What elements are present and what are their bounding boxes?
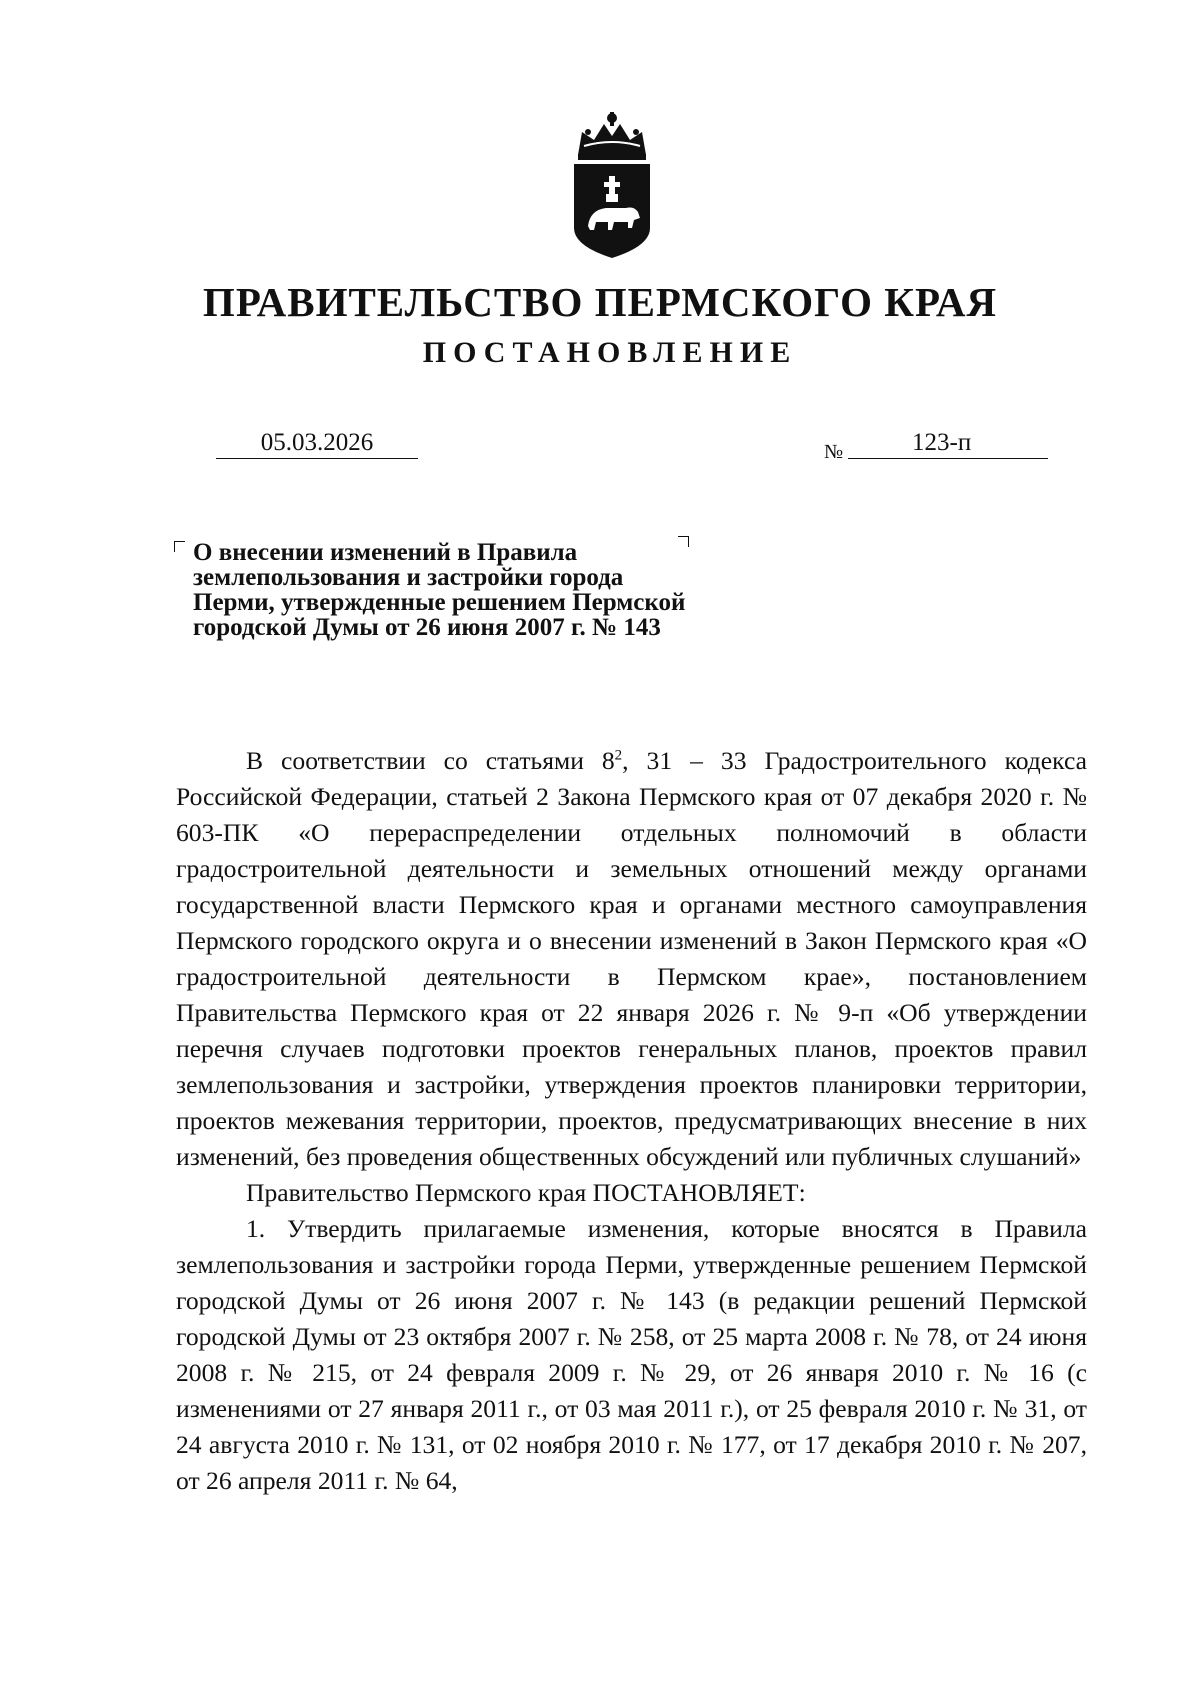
item-1-paragraph: 1. Утвердить прилагаемые изменения, которые вносятся в Правила землепользования и застройки города Перми, утвержденные решением Пермской городской Думы от 26 июня 2007 г. № 143 (в редакции решений Пермской городской Думы от 23 октября 2007 г. № 258, от 25 марта 2008 г. № 78, от 24 июня 2008 г. № 215, от 24 февраля 2009 г. № 29, от 26 января 2010 г. № 16 (с изменениями от 27 января 2011 г., от 03 мая 2011 г.), от 25 февраля 2010 г. № 31, от 24 августа 2010 г. № 131, от 02 ноября 2010 г. № 177, от 17 декабря 2010 г. № 207, от 26 апреля 2011 г. № 64, <box>176 1214 1087 1495</box>
subject-line: Перми, утвержденные решением Пермской <box>193 589 686 616</box>
resolution-paragraph: Правительство Пермского края ПОСТАНОВЛЯЕТ: <box>246 1178 806 1207</box>
subject-line: О внесении изменений в Правила <box>193 539 578 566</box>
article-superscript: 2 <box>614 747 623 764</box>
document-number: 123-п <box>848 428 1048 459</box>
legal-basis-paragraph <box>176 743 1087 1175</box>
perm-krai-coat-of-arms-icon <box>568 110 656 260</box>
document-date: 05.03.2026 <box>216 428 418 459</box>
number-sign: № <box>824 441 844 463</box>
legal-basis-text-start: В соответствии со статьями 8 <box>246 746 615 775</box>
document-type: ПОСТАНОВЛЕНИЕ <box>422 336 798 369</box>
subject-line: городской Думы от 26 июня 2007 г. № 143 <box>193 614 661 641</box>
government-title: ПРАВИТЕЛЬСТВО ПЕРМСКОГО КРАЯ <box>202 279 998 325</box>
subject-line: землепользования и застройки города <box>193 564 624 591</box>
document-subject <box>193 540 773 640</box>
subject-left-corner-bracket <box>174 541 185 552</box>
document-body <box>176 743 1087 1499</box>
legal-basis-text-rest: , 31 – 33 Градостроительного кодекса Российской Федерации, статьей 2 Закона Пермского края от 07 декабря 2020 г. № 603-ПК «О перераспределении отдельных полномочий в области градостроительной деятельности и земельных отношений между органами государственной власти Пермского края и органами местного самоуправления Пермского городского округа и о внесении изменений в Закон Пермского края «О градостроительной деятельности в Пермском крае», постановлением Правительства Пермского края от 22 января 2026 г. № 9-п «Об утверждении перечня случаев подготовки проектов генеральных планов, проектов правил землепользования и застройки, утверждения проектов планировки территории, проектов межевания территории, проектов, предусматривающих внесение в них изменений, без проведения общественных обсуждений или публичных слушаний» <box>176 746 1087 1171</box>
